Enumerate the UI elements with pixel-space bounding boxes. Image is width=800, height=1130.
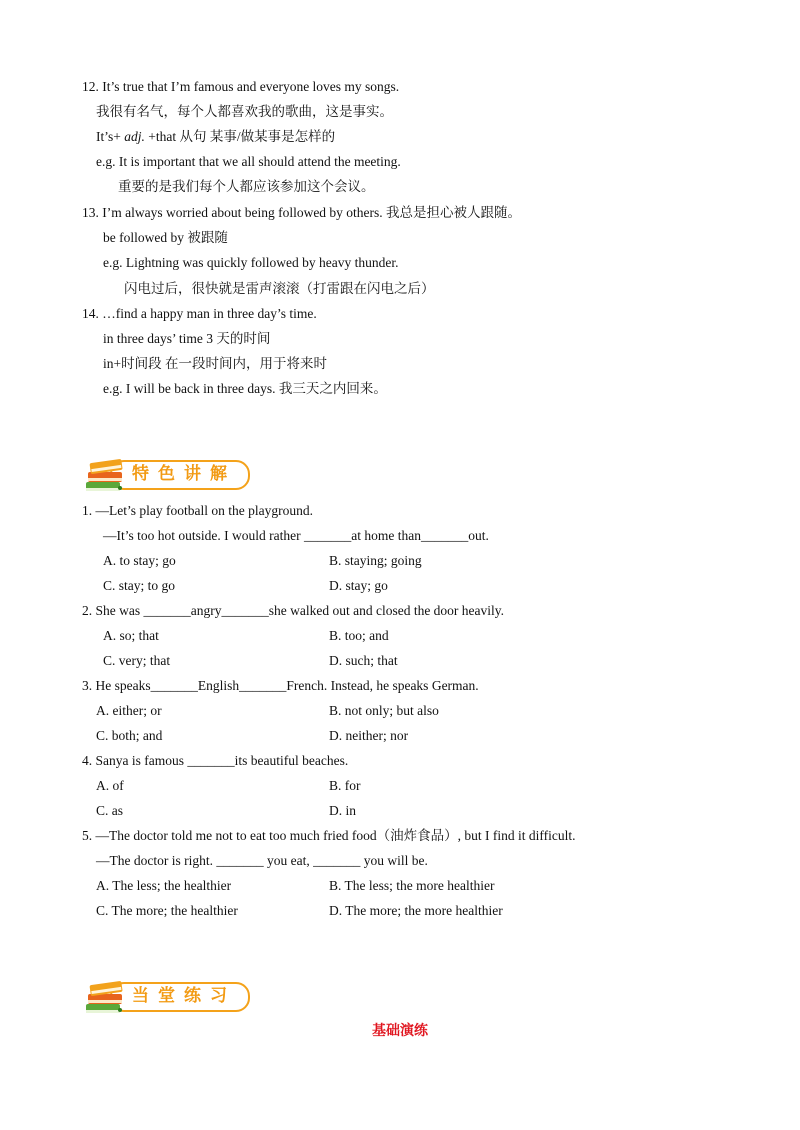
question-2-stem: 2. She was _______angry_______she walked out and closed the door heavily. xyxy=(82,603,505,618)
section-banner-feature xyxy=(82,452,250,496)
note-12-example-translation: 重要的是我们每个人都应该参加这个会议。 xyxy=(118,179,375,194)
question-1-dialogue: —It’s too hot outside. I would rather _______at home than_______out. xyxy=(103,528,489,543)
question-5-option-d: D. The more; the more healthier xyxy=(329,903,503,918)
books-icon xyxy=(82,452,128,496)
note-12-example: e.g. It is important that we all should attend the meeting. xyxy=(96,154,401,169)
question-3-stem: 3. He speaks_______English_______French. Instead, he speaks German. xyxy=(82,678,479,693)
question-2-option-d: D. such; that xyxy=(329,653,398,668)
note-13-example: e.g. Lightning was quickly followed by heavy thunder. xyxy=(103,255,399,270)
question-4-option-b: B. for xyxy=(329,778,361,793)
question-5-dialogue: —The doctor is right. _______ you eat, _______ you will be. xyxy=(96,853,428,868)
question-2-option-b: B. too; and xyxy=(329,628,389,643)
question-1-option-b: B. staying; going xyxy=(329,553,422,568)
question-5-option-a: A. The less; the healthier xyxy=(96,878,232,893)
question-2-option-c: C. very; that xyxy=(103,653,171,668)
question-5-option-c: C. The more; the healthier xyxy=(96,903,238,918)
note-12-pattern: It’s+ adj. +that 从句 某事/做某事是怎样的 xyxy=(96,129,336,144)
question-5-stem: 5. —The doctor told me not to eat too much fried food（油炸食品）, but I find it difficult. xyxy=(82,828,576,843)
question-3-option-a: A. either; or xyxy=(96,703,162,718)
question-4-stem: 4. Sanya is famous _______its beautiful beaches. xyxy=(82,753,349,768)
section-banner-practice xyxy=(82,974,250,1018)
note-13-sentence: 13. I’m always worried about being followed by others. 我总是担心被人跟随。 xyxy=(82,205,522,220)
question-2-option-a: A. so; that xyxy=(103,628,159,643)
note-14-sentence: 14. …find a happy man in three day’s time. xyxy=(82,306,317,321)
question-4-option-c: C. as xyxy=(96,803,123,818)
subheading-basic-practice: 基础演练 xyxy=(372,1023,428,1039)
books-icon xyxy=(82,974,128,1018)
question-1-option-a: A. to stay; go xyxy=(103,553,176,568)
question-1-stem: 1. —Let’s play football on the playground. xyxy=(82,503,313,518)
question-1-option-c: C. stay; to go xyxy=(103,578,176,593)
question-1-option-d: D. stay; go xyxy=(329,578,388,593)
question-5-option-b: B. The less; the more healthier xyxy=(329,878,495,893)
note-13-phrase: be followed by 被跟随 xyxy=(103,230,228,245)
question-4-option-a: A. of xyxy=(96,778,124,793)
note-14-example: e.g. I will be back in three days. 我三天之内回来。 xyxy=(103,381,387,396)
note-14-rule: in+时间段 在一段时间内，用于将来时 xyxy=(103,356,327,371)
banner-title: 特色讲解 xyxy=(132,464,236,484)
note-13-example-translation: 闪电过后，很快就是雷声滚滚（打雷跟在闪电之后） xyxy=(124,281,435,296)
note-12-sentence: 12. It’s true that I’m famous and everyone loves my songs. xyxy=(82,79,400,94)
question-4-option-d: D. in xyxy=(329,803,356,818)
question-3-option-b: B. not only; but also xyxy=(329,703,439,718)
note-12-translation: 我很有名气，每个人都喜欢我的歌曲，这是事实。 xyxy=(96,104,393,119)
banner-title: 当堂练习 xyxy=(132,986,236,1006)
note-14-phrase: in three days’ time 3 天的时间 xyxy=(103,331,271,346)
question-3-option-d: D. neither; nor xyxy=(329,728,409,743)
question-3-option-c: C. both; and xyxy=(96,728,163,743)
